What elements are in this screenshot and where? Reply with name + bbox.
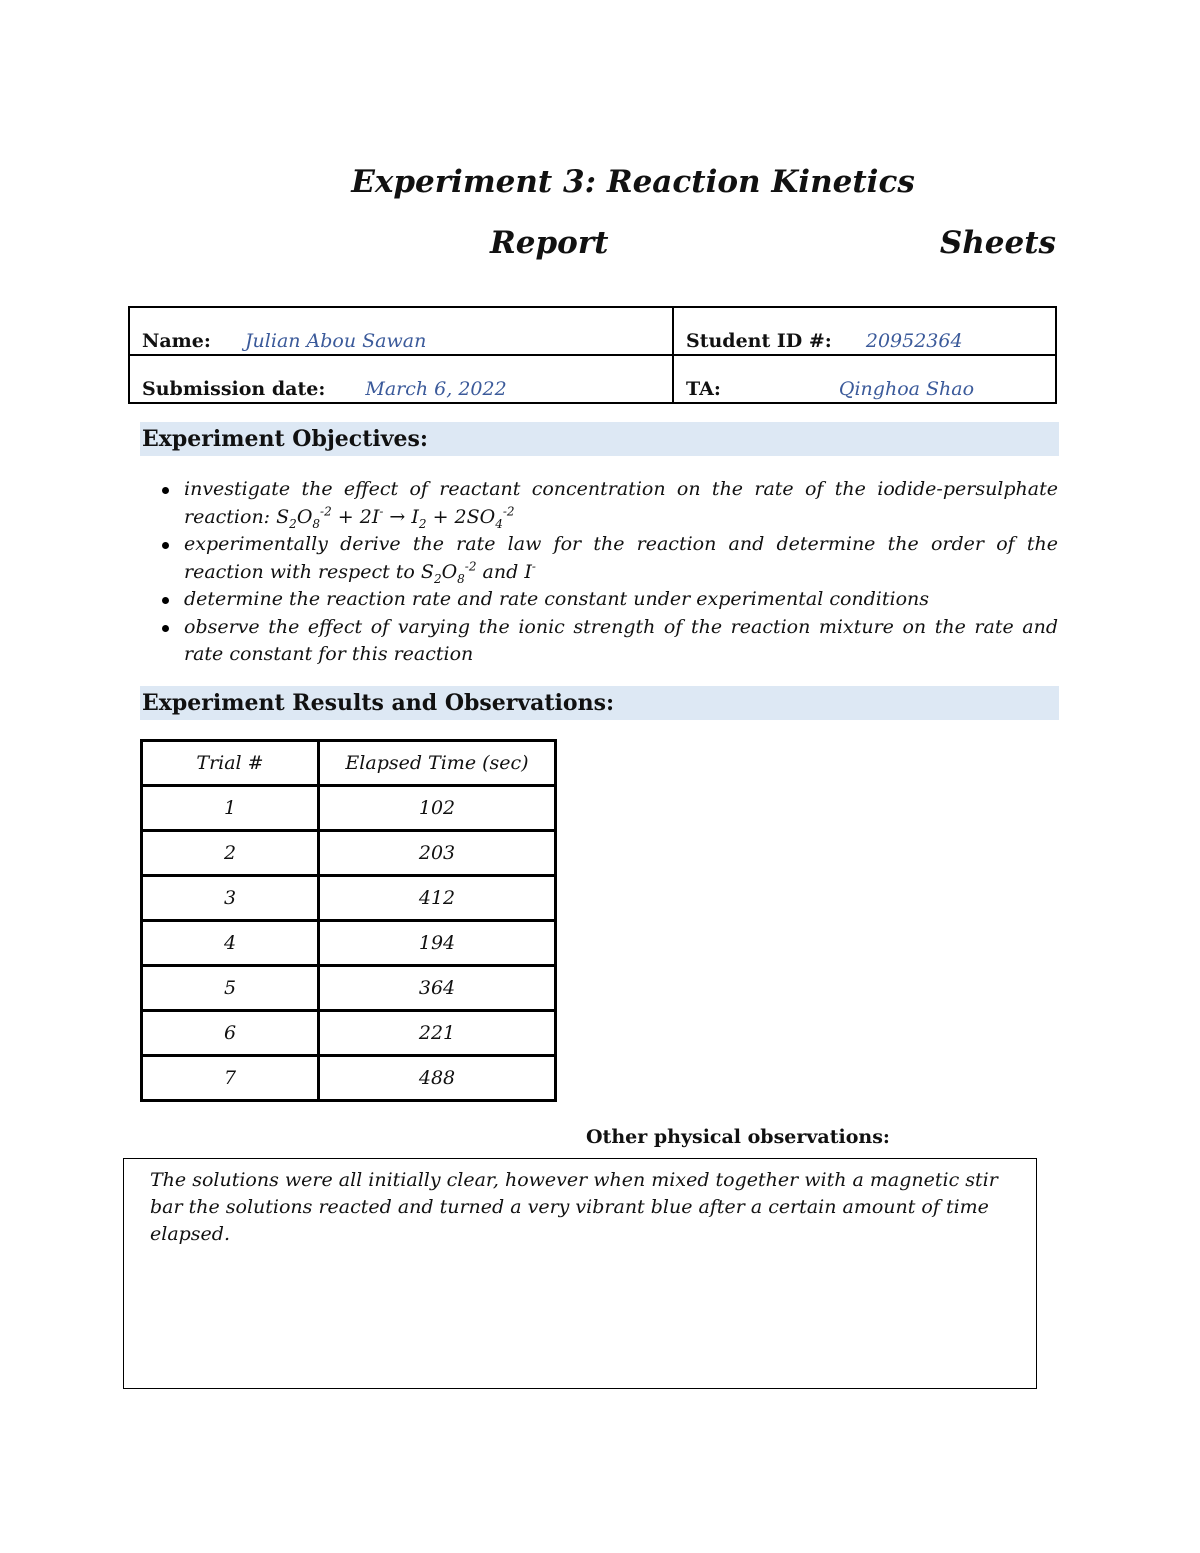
submission-date-label: Submission date: xyxy=(142,378,326,400)
trial-number: 4 xyxy=(142,921,319,966)
column-header-elapsed-time: Elapsed Time (sec) xyxy=(319,741,556,786)
trial-results-table xyxy=(140,739,557,1102)
trial-number: 7 xyxy=(142,1056,319,1101)
observations-box[interactable] xyxy=(123,1158,1037,1389)
observations-text: The solutions were all initially clear, however when mixed together with a magnetic stir bar the solutions reacted and turned a very vibrant blue after a certain amount of time elapsed. xyxy=(150,1169,998,1245)
table-row xyxy=(142,786,556,831)
table-row xyxy=(142,1011,556,1056)
document-title: Experiment 3: Reaction Kinetics xyxy=(351,164,915,200)
objective-3-text: determine the reaction rate and rate constant under experimental conditions xyxy=(184,588,930,610)
name-value: Julian Abou Sawan xyxy=(244,330,427,352)
student-id-value: 20952364 xyxy=(865,330,963,352)
observations-label: Other physical observations: xyxy=(586,1126,890,1148)
objective-1-text: investigate the effect of reactant concentration on the rate of the iodide-persulphate reaction: xyxy=(184,478,1058,528)
list-item xyxy=(160,614,1058,669)
submission-date-value: March 6, 2022 xyxy=(365,378,507,400)
elapsed-time: 203 xyxy=(319,831,556,876)
objective-2-text: experimentally derive the rate law for the reaction and determine the order of the reaction with respect to xyxy=(184,533,1058,583)
results-heading: Experiment Results and Observations: xyxy=(140,686,1059,720)
submission-date-cell xyxy=(129,355,673,403)
reaction-equation: $S_2O_8^{-2} + 2I^- \to I_2 + 2SO_4^{-2}$ xyxy=(276,504,515,531)
ta-label: TA: xyxy=(686,378,721,400)
elapsed-time: 194 xyxy=(319,921,556,966)
elapsed-time: 412 xyxy=(319,876,556,921)
elapsed-time: 221 xyxy=(319,1011,556,1056)
objective-2-and: and xyxy=(482,560,519,583)
ta-value: Qinghoa Shao xyxy=(838,378,975,400)
objective-4-text: observe the effect of varying the ionic strength of the reaction mixture on the rate and rate constant for this reaction xyxy=(184,615,1058,665)
list-item xyxy=(160,586,1058,614)
table-row xyxy=(142,1056,556,1101)
student-info-table xyxy=(128,306,1057,404)
trial-number: 2 xyxy=(142,831,319,876)
trial-number: 3 xyxy=(142,876,319,921)
ta-cell xyxy=(673,355,1056,403)
elapsed-time: 364 xyxy=(319,966,556,1011)
list-item xyxy=(160,476,1058,531)
objectives-heading: Experiment Objectives: xyxy=(140,422,1059,456)
student-id-label: Student ID #: xyxy=(686,330,832,352)
subtitle-report: Report xyxy=(490,225,609,261)
table-row xyxy=(142,876,556,921)
subtitle-sheets: Sheets xyxy=(939,225,1056,261)
table-row xyxy=(142,966,556,1011)
name-cell xyxy=(129,307,673,355)
name-label: Name: xyxy=(142,330,211,352)
list-item xyxy=(160,531,1058,586)
trial-number: 1 xyxy=(142,786,319,831)
trial-number: 6 xyxy=(142,1011,319,1056)
elapsed-time: 488 xyxy=(319,1056,556,1101)
table-row xyxy=(142,921,556,966)
elapsed-time: 102 xyxy=(319,786,556,831)
persulphate-formula: $S_2O_8^{-2}$ xyxy=(420,559,477,586)
document-subtitle xyxy=(128,225,1056,267)
trial-number: 5 xyxy=(142,966,319,1011)
table-row xyxy=(142,831,556,876)
objectives-list xyxy=(160,476,1058,669)
iodide-formula: I- xyxy=(524,559,536,583)
student-id-cell xyxy=(673,307,1056,355)
column-header-trial: Trial # xyxy=(142,741,319,786)
